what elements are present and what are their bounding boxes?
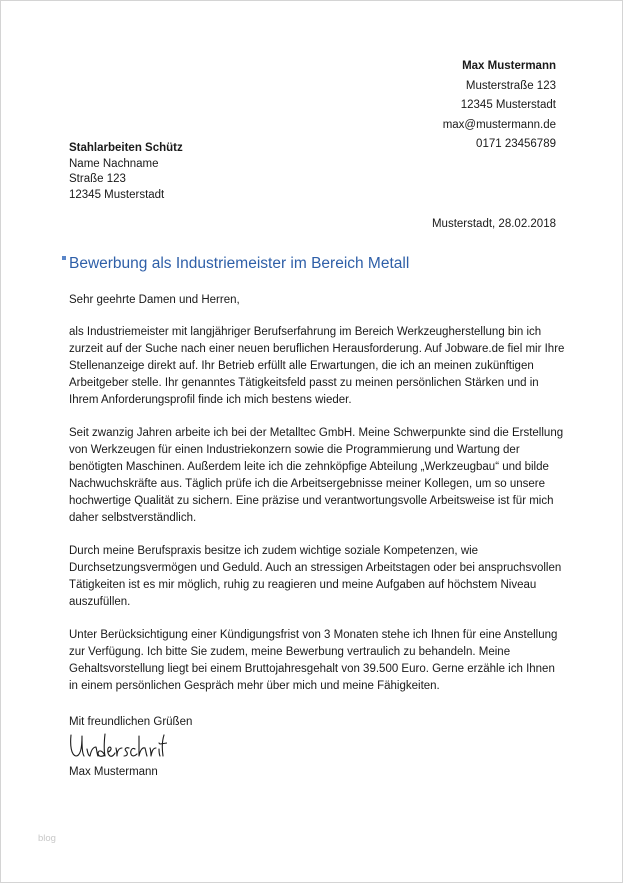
watermark: blog [38, 833, 56, 844]
sender-block [443, 57, 556, 155]
subject-heading: Bewerbung als Industriemeister im Bereich Metall [69, 255, 410, 272]
recipient-block [69, 141, 183, 203]
sender-name: Max Mustermann [462, 60, 556, 72]
handwritten-signature [67, 729, 167, 765]
recipient-name: Name Nachname [69, 157, 159, 170]
recipient-city: 12345 Musterstadt [69, 188, 165, 201]
sender-email: max@mustermann.de [442, 118, 556, 131]
salutation: Sehr geehrte Damen und Herren, [69, 294, 240, 306]
sender-street: Musterstraße 123 [465, 79, 556, 92]
signer-name: Max Mustermann [69, 766, 158, 778]
recipient-street: Straße 123 [69, 173, 126, 185]
recipient-company: Stahlarbeiten Schütz [69, 142, 183, 154]
body-paragraph: Seit zwanzig Jahren arbeite ich bei der Metalltec GmbH. Meine Schwerpunkte sind die Erstellung von Werkzeugen für einen Industriekonzern sowie die Programmierung und Wartung der benötigten Maschinen. Außerdem leite ich die zehnköpfige Abteilung „Werkzeugbau“ und bilde Nachwuchskräfte aus. Täglich prüfe ich die Arbeitsergebnisse meiner Kollegen, um so unsere hochwertige Qualität zu sichern. Eine präzise und verantwortungsvolle Arbeitsweise ist für mich daher selbstverständlich. [69, 427, 564, 524]
sender-city: 12345 Musterstadt [460, 99, 556, 111]
letter-body [69, 292, 565, 711]
heading-marker [62, 256, 66, 260]
letter-date: Musterstadt, 28.02.2018 [431, 218, 556, 230]
sender-phone: 0171 23456789 [476, 138, 556, 150]
closing-phrase: Mit freundlichen Grüßen [69, 716, 193, 728]
body-paragraph: als Industriemeister mit langjähriger Berufserfahrung im Bereich Werkzeugherstellung bin ich zurzeit auf der Suche nach einer neuen beruflichen Herausforderung. Auf Jobware.de fiel mir Ihre Stellenanzeige direkt auf. Ihr Betrieb erfüllt alle Erwartungen, die ich an meinen zukünftigen Arbeitgeber stelle. Ihr genanntes Tätigkeitsfeld passt zu meinen persönlichen Stärken und in Ihrem Anforderungsprofil finde ich mich bestens wieder. [69, 326, 565, 406]
body-paragraph: Durch meine Berufspraxis besitze ich zudem wichtige soziale Kompetenzen, wie Durchsetzungsvermögen und Geduld. Auch an stressigen Arbeitstagen oder bei anspruchsvollen Tätigkeiten ist es mir möglich, ruhig zu reagieren und meine Aufgaben auf höchstem Niveau auszufüllen. [69, 545, 562, 608]
body-paragraph: Unter Berücksichtigung einer Kündigungsfrist von 3 Monaten stehe ich Ihnen für eine Anstellung zur Verfügung. Ich bitte Sie zudem, meine Bewerbung vertraulich zu behandeln. Meine Gehaltsvorstellung liegt bei einem Bruttojahresgehalt von 39.500 Euro. Gerne erzähle ich Ihnen in einem persönlichen Gespräch mehr über mich und meine Fähigkeiten. [69, 629, 558, 692]
